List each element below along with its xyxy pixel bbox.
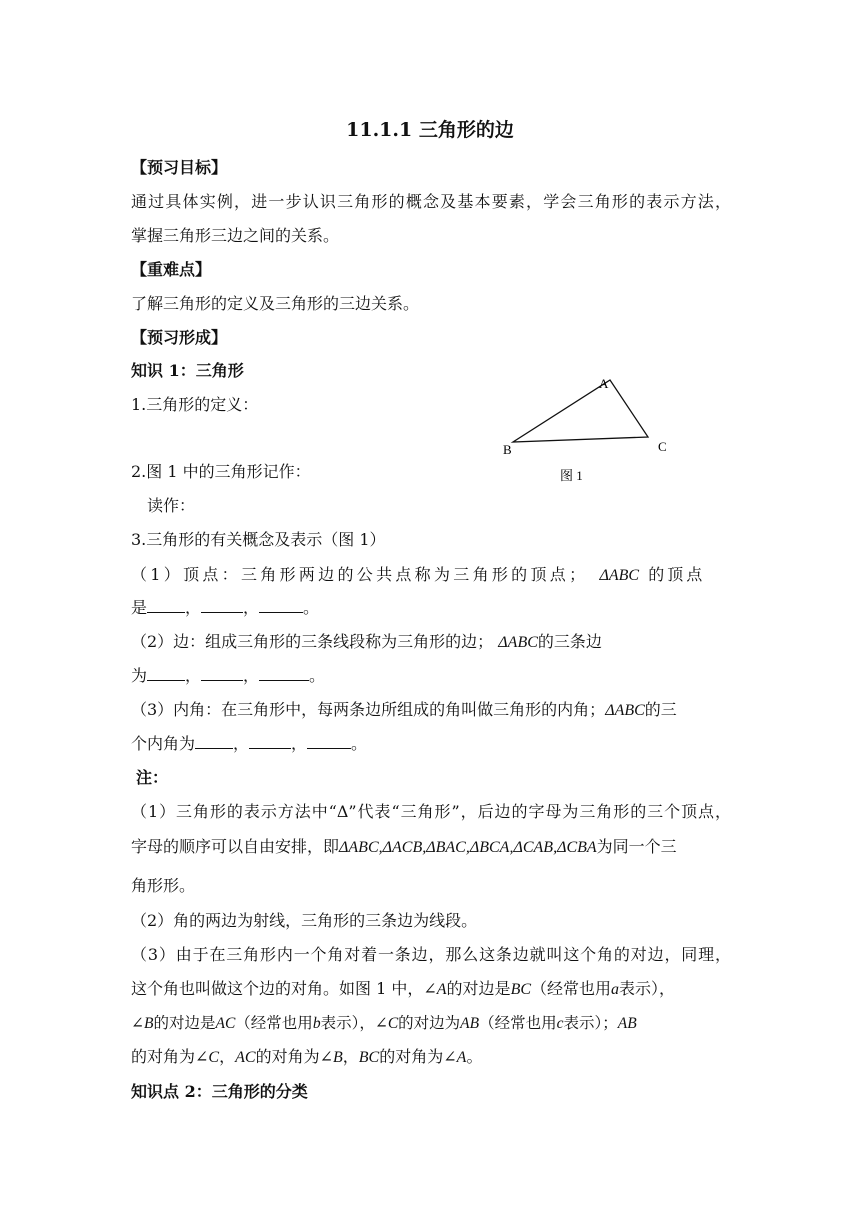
- side-ac-symbol: AC: [235, 1049, 256, 1066]
- side-text-end: 的三条边: [537, 632, 602, 651]
- angle-blank-3[interactable]: [307, 733, 351, 749]
- angle-blank-1[interactable]: [195, 733, 233, 749]
- note-3-text: 的对角为: [131, 1047, 196, 1066]
- note-label: 注：: [136, 768, 169, 787]
- angle-c-symbol: ∠C: [374, 1015, 399, 1032]
- read-as: 读作：: [147, 496, 196, 515]
- vertex-line-2: [131, 597, 319, 619]
- note-3-text: 的对角为: [255, 1047, 320, 1066]
- note-2: （2）角的两边为射线，三角形的三条边为线段。: [131, 911, 478, 930]
- knowledge-2-heading: 知识点 2：三角形的分类: [131, 1082, 308, 1101]
- item-1-definition: 1.三角形的定义：: [131, 395, 259, 414]
- angle-c-symbol: ∠C: [195, 1049, 220, 1066]
- goal-line-2: 掌握三角形三边之间的关系。: [131, 226, 340, 245]
- comma: ，: [243, 598, 260, 617]
- vertex-blank-3[interactable]: [259, 597, 303, 613]
- note-3-line-2: [131, 978, 675, 1001]
- angle-text: （3）内角：在三角形中，每两条边所组成的角叫做三角形的内角；: [131, 700, 606, 719]
- note-1-text: 字母的顺序可以自由安排，即: [131, 837, 340, 856]
- page-title: 11.1.1 三角形的边: [346, 119, 514, 141]
- side-ac-symbol: AC: [215, 1015, 236, 1032]
- comma: ，: [342, 1047, 359, 1066]
- note-3-text: 表示），: [320, 1014, 375, 1032]
- triangle-abc: [513, 380, 648, 442]
- var-a-symbol: a: [611, 981, 620, 998]
- comma: ，: [233, 734, 250, 753]
- vertex-blank-1[interactable]: [147, 597, 185, 613]
- note-3-text: （经常也用: [479, 1014, 557, 1032]
- section-keypoints: 【重难点】: [131, 260, 212, 279]
- angle-text-end: 的三: [644, 700, 677, 719]
- note-3-text: （经常也用: [235, 1014, 313, 1032]
- var-b-symbol: b: [312, 1015, 321, 1032]
- figure-caption: 图 1: [560, 468, 583, 483]
- angle-a-symbol: ∠A: [443, 1049, 467, 1066]
- side-ab-symbol: AB: [460, 1015, 480, 1032]
- period: 。: [351, 734, 368, 753]
- note-3-text: 表示），: [619, 979, 676, 998]
- vertex-blank-2[interactable]: [201, 597, 243, 613]
- angle-b-symbol: ∠B: [319, 1049, 343, 1066]
- note-1-text-end: 为同一个三: [596, 837, 677, 856]
- vertex-text: （1）顶点：三角形两边的公共点称为三角形的顶点；: [131, 565, 589, 584]
- side-bc-symbol: BC: [510, 981, 532, 998]
- side-text: （2）边：组成三角形的三条线段称为三角形的边；: [131, 632, 494, 651]
- note-3-text: 的对边是: [446, 979, 511, 998]
- note-1-line-1: （1）三角形的表示方法中“Δ”代表“三角形”，后边的字母为三角形的三个顶点，: [131, 802, 731, 821]
- section-preview-goal: 【预习目标】: [131, 158, 228, 177]
- comma: ，: [243, 666, 260, 685]
- angle-line-2: [131, 733, 367, 755]
- note-3-text: 这个角也叫做这个边的对角。如图 1 中，: [131, 979, 424, 998]
- goal-line-1: 通过具体实例，进一步认识三角形的概念及基本要素，学会三角形的表示方法，: [131, 192, 731, 211]
- side-blank-1[interactable]: [147, 665, 185, 681]
- angle-b-symbol: ∠B: [131, 1015, 154, 1032]
- note-1-line-2: [131, 836, 677, 859]
- section-formation: 【预习形成】: [131, 328, 228, 347]
- period: 。: [466, 1047, 483, 1066]
- keypoints-text: 了解三角形的定义及三角形的三边关系。: [131, 294, 420, 313]
- note-1-line-3: 角形形。: [131, 876, 196, 895]
- side-ab-symbol: AB: [617, 1015, 637, 1032]
- side-blank-2[interactable]: [201, 665, 243, 681]
- triangle-abc-symbol: ΔABC: [599, 567, 640, 584]
- side-line-1: [131, 631, 602, 654]
- vertex-text-end: 的顶点: [648, 565, 706, 584]
- vertex-line-1: [131, 564, 731, 587]
- triangle-abc-symbol: ΔABC: [498, 634, 538, 651]
- comma: ，: [291, 734, 308, 753]
- note-3-text: 表示）；: [563, 1014, 618, 1032]
- period: 。: [303, 598, 320, 617]
- note-3-text: 的对边为: [398, 1014, 461, 1032]
- label-a: A: [599, 376, 609, 391]
- comma: ，: [219, 1047, 236, 1066]
- knowledge-1-heading: 知识 1：三角形: [131, 361, 244, 380]
- item-3-concepts: 3.三角形的有关概念及表示（图 1）: [131, 530, 386, 549]
- label-b: B: [503, 442, 512, 457]
- note-3-text: 的对边是: [153, 1014, 216, 1032]
- note-3-line-1: （3）由于在三角形内一个角对着一条边，那么这条边就叫这个角的对边，同理，: [131, 945, 731, 964]
- vertex-prefix: 是: [131, 598, 148, 617]
- var-c-symbol: c: [556, 1015, 564, 1032]
- angle-prefix: 个内角为: [131, 734, 196, 753]
- item-2-notation: 2.图 1 中的三角形记作：: [131, 462, 311, 481]
- note-3-text: （经常也用: [531, 979, 612, 998]
- angle-line-1: [131, 699, 677, 722]
- angle-a-symbol: ∠A: [423, 981, 447, 998]
- angle-blank-2[interactable]: [249, 733, 291, 749]
- side-bc-symbol: BC: [358, 1049, 380, 1066]
- triangle-abc-symbol: ΔABC: [605, 702, 645, 719]
- side-line-2: [131, 665, 325, 687]
- side-blank-3[interactable]: [259, 665, 309, 681]
- note-3-line-3: [131, 1012, 637, 1035]
- note-3-line-4: [131, 1046, 482, 1069]
- side-prefix: 为: [131, 666, 148, 685]
- triangle-permutations: ΔABC,ΔACB,ΔBAC,ΔBCA,ΔCAB,ΔCBA: [339, 839, 597, 856]
- note-3-text: 的对角为: [379, 1047, 444, 1066]
- period: 。: [309, 666, 326, 685]
- comma: ，: [185, 666, 202, 685]
- label-c: C: [658, 439, 667, 454]
- triangle-figure: [495, 370, 685, 485]
- comma: ，: [185, 598, 202, 617]
